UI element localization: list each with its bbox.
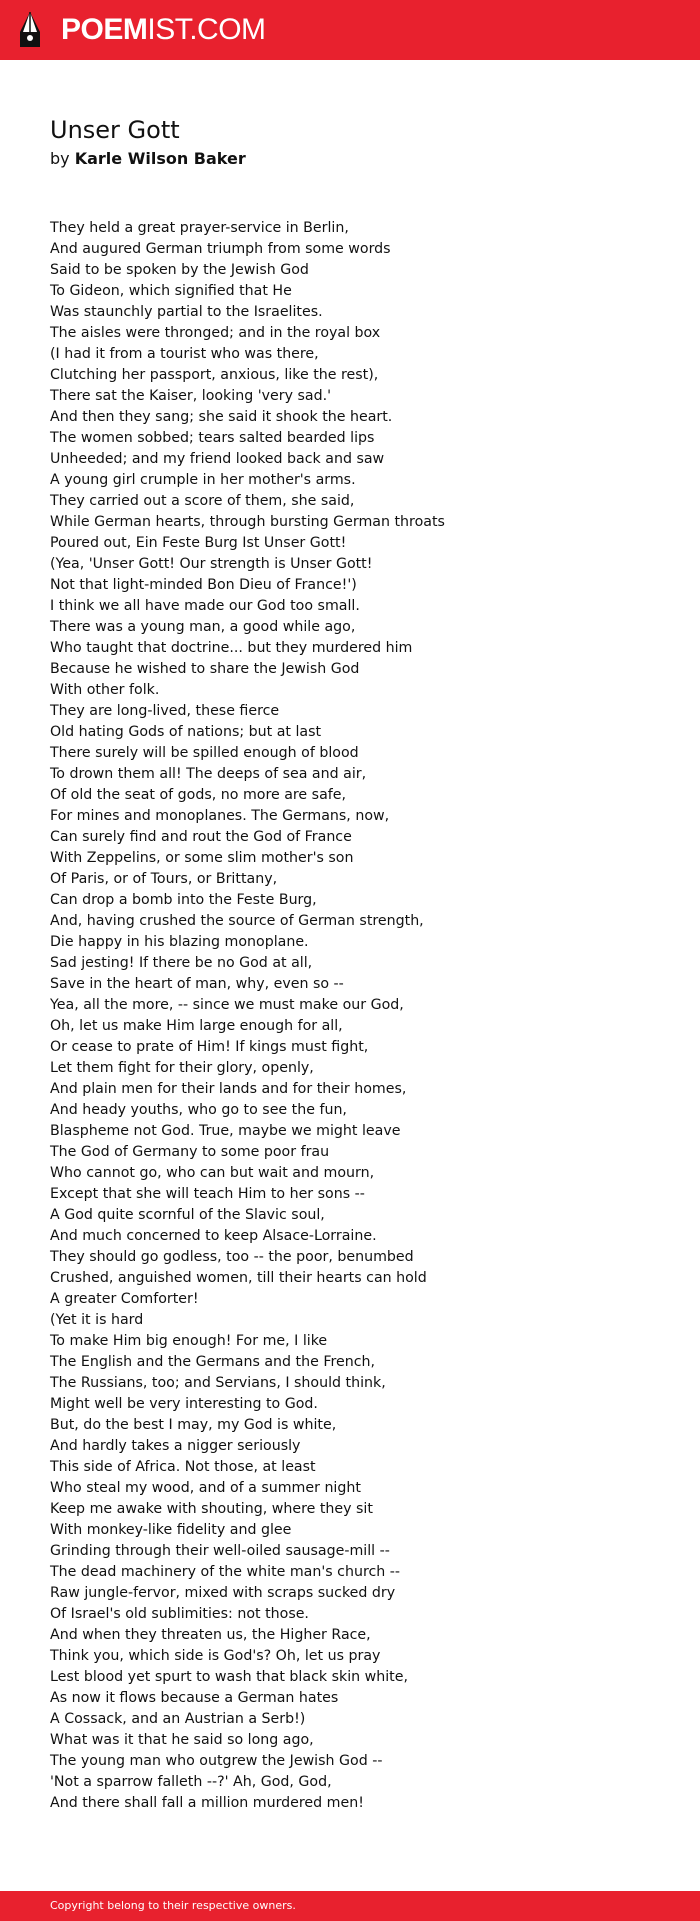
poem-line: Oh, let us make Him large enough for all, <box>50 1018 343 1034</box>
poem-line: For mines and monoplanes. The Germans, now, <box>50 808 390 824</box>
brand-light: IST.COM <box>147 13 266 46</box>
poem-line: Sad jesting! If there be no God at all, <box>50 955 313 971</box>
poem-line: Can drop a bomb into the Feste Burg, <box>50 892 317 908</box>
poem-line: The English and the Germans and the French, <box>50 1354 376 1370</box>
poem-line: (Yet it is hard <box>50 1312 144 1328</box>
poem-line: 'Not a sparrow falleth --?' Ah, God, God, <box>50 1774 332 1790</box>
poem-title: Unser Gott <box>50 116 180 144</box>
poem-line: The dead machinery of the white man's church -- <box>50 1564 401 1580</box>
poem-line: As now it flows because a German hates <box>50 1690 339 1706</box>
poem-line: What was it that he said so long ago, <box>50 1732 314 1748</box>
poem-line: But, do the best I may, my God is white, <box>50 1417 337 1433</box>
poem-line: Of old the seat of gods, no more are safe, <box>50 787 346 803</box>
poem-line: Yea, all the more, -- since we must make our God, <box>50 997 404 1013</box>
poem-byline <box>50 149 246 169</box>
poem-line: This side of Africa. Not those, at least <box>50 1459 316 1475</box>
poem-line: To make Him big enough! For me, I like <box>50 1333 328 1349</box>
poem-line: While German hearts, through bursting German throats <box>50 514 445 530</box>
poem-line: Old hating Gods of nations; but at last <box>50 724 322 740</box>
poem-line: I think we all have made our God too small. <box>50 598 360 614</box>
poem-line: And then they sang; she said it shook the heart. <box>50 409 393 425</box>
poem-line: They should go godless, too -- the poor, benumbed <box>50 1249 414 1265</box>
poem-line: The Russians, too; and Servians, I should think, <box>50 1375 386 1391</box>
poem-line: There sat the Kaiser, looking 'very sad.' <box>50 388 331 404</box>
poem-line: Or cease to prate of Him! If kings must fight, <box>50 1039 369 1055</box>
poem-line: A greater Comforter! <box>50 1291 199 1307</box>
poem-line: With other folk. <box>50 682 160 698</box>
poem-line: Who cannot go, who can but wait and mourn, <box>50 1165 375 1181</box>
poem-line: Was staunchly partial to the Israelites. <box>50 304 323 320</box>
poem-line: To drown them all! The deeps of sea and air, <box>50 766 367 782</box>
site-footer <box>0 1891 700 1921</box>
poem-line: Might well be very interesting to God. <box>50 1396 318 1412</box>
poem-line: Who taught that doctrine... but they murdered him <box>50 640 413 656</box>
poem-line: A Cossack, and an Austrian a Serb!) <box>50 1711 306 1727</box>
poem-line: A young girl crumple in her mother's arms. <box>50 472 356 488</box>
poem-line: Unheeded; and my friend looked back and saw <box>50 451 385 467</box>
poem-line: To Gideon, which signified that He <box>50 283 292 299</box>
poem-line: They held a great prayer-service in Berlin, <box>50 220 349 236</box>
footer-copyright: Copyright belong to their respective owners. <box>50 1899 296 1912</box>
site-header <box>0 0 700 60</box>
poem-line: The God of Germany to some poor frau <box>50 1144 330 1160</box>
poem-line: With monkey-like fidelity and glee <box>50 1522 292 1538</box>
poem-line: (Yea, 'Unser Gott! Our strength is Unser Gott! <box>50 556 373 572</box>
poem-line: Of Paris, or of Tours, or Brittany, <box>50 871 278 887</box>
poem-line: Said to be spoken by the Jewish God <box>50 262 309 278</box>
poem-line: And, having crushed the source of German strength, <box>50 913 424 929</box>
poem-line: There surely will be spilled enough of blood <box>50 745 359 761</box>
poem-line: Keep me awake with shouting, where they sit <box>50 1501 373 1517</box>
poem-author: Karle Wilson Baker <box>74 149 246 168</box>
poem-body <box>50 218 445 1814</box>
poem-line: There was a young man, a good while ago, <box>50 619 356 635</box>
poem-line: Poured out, Ein Feste Burg Ist Unser Gott! <box>50 535 347 551</box>
poem-line: Because he wished to share the Jewish God <box>50 661 360 677</box>
byline-prefix: by <box>50 149 75 168</box>
poem-line: Except that she will teach Him to her sons -- <box>50 1186 365 1202</box>
poem-line: They carried out a score of them, she said, <box>50 493 355 509</box>
poem-line: Blaspheme not God. True, maybe we might leave <box>50 1123 401 1139</box>
poem-line: Crushed, anguished women, till their hearts can hold <box>50 1270 427 1286</box>
poem-line: They are long-lived, these fierce <box>50 703 280 719</box>
poem-line: The women sobbed; tears salted bearded lips <box>50 430 375 446</box>
poem-line: The young man who outgrew the Jewish God -- <box>50 1753 383 1769</box>
poem-line: Of Israel's old sublimities: not those. <box>50 1606 309 1622</box>
poem-line: And hardly takes a nigger seriously <box>50 1438 301 1454</box>
poem-line: Grinding through their well-oiled sausage-mill -- <box>50 1543 390 1559</box>
poem-line: Raw jungle-fervor, mixed with scraps sucked dry <box>50 1585 396 1601</box>
poem-line: And plain men for their lands and for their homes, <box>50 1081 407 1097</box>
poem-line: Clutching her passport, anxious, like the rest), <box>50 367 379 383</box>
poem-line: And there shall fall a million murdered men! <box>50 1795 364 1811</box>
poem-line: Not that light-minded Bon Dieu of France!') <box>50 577 357 593</box>
poem-line: The aisles were thronged; and in the royal box <box>50 325 381 341</box>
poem-line: And much concerned to keep Alsace-Lorraine. <box>50 1228 377 1244</box>
brand-bold: POEM <box>61 13 148 46</box>
poem-line: And augured German triumph from some words <box>50 241 391 257</box>
poem-line: With Zeppelins, or some slim mother's son <box>50 850 354 866</box>
poem-line: A God quite scornful of the Slavic soul, <box>50 1207 325 1223</box>
poem-line: Let them fight for their glory, openly, <box>50 1060 314 1076</box>
poem-line: And heady youths, who go to see the fun, <box>50 1102 347 1118</box>
poem-line: And when they threaten us, the Higher Race, <box>50 1627 371 1643</box>
fountain-pen-nib-icon[interactable] <box>17 10 43 50</box>
poem-line: Save in the heart of man, why, even so -- <box>50 976 344 992</box>
site-logo-link[interactable] <box>61 12 266 48</box>
poem-line: Think you, which side is God's? Oh, let us pray <box>50 1648 381 1664</box>
poem-line: Can surely find and rout the God of France <box>50 829 352 845</box>
poem-line: Lest blood yet spurt to wash that black skin white, <box>50 1669 408 1685</box>
poem-line: Die happy in his blazing monoplane. <box>50 934 309 950</box>
poem-line: (I had it from a tourist who was there, <box>50 346 319 362</box>
poem-line: Who steal my wood, and of a summer night <box>50 1480 361 1496</box>
